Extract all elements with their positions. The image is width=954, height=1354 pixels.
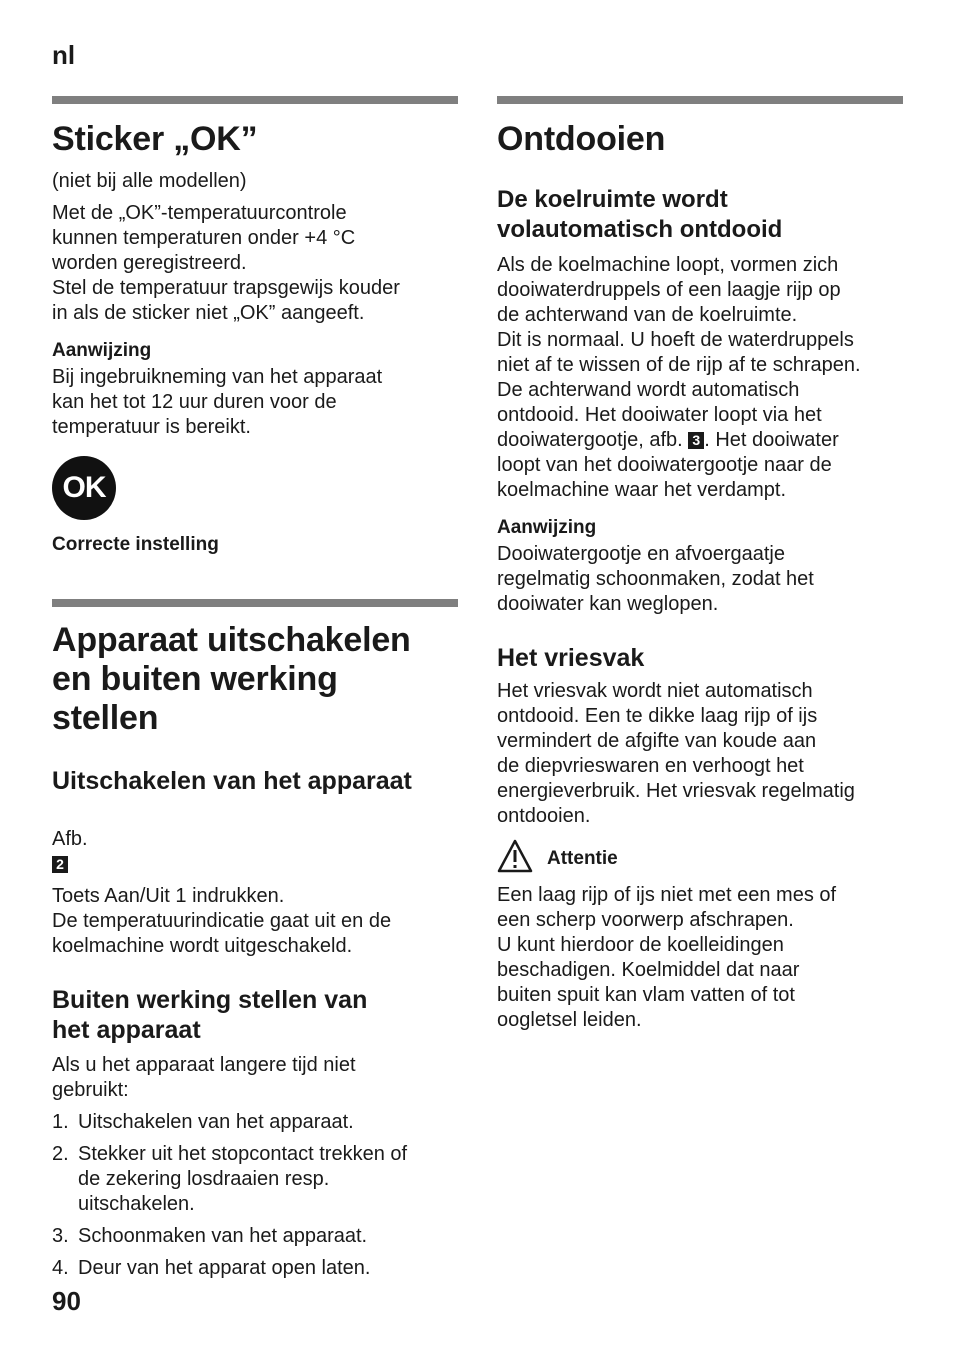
- warning-body: Een laag rijp of ijs niet met een mes of een scherp voorwerp afschrapen. U kunt hierdoor de koelleidingen beschadigen. Koelmiddel dat naar buiten spuit kan vlam vatten of tot oogletsel leiden.: [497, 884, 837, 1031]
- switch-off-body: Toets Aan/Uit 1 indrukken. De temperatuurindicatie gaat uit en de koelmachine wordt uitgeschakeld.: [52, 885, 392, 957]
- language-label: nl: [52, 40, 76, 70]
- fridge-defrost-body: Als de koelmachine loopt, vormen zich dooiwaterdruppels of een laagje rijp op de achterwand van de koelruimte. Dit is normaal. U hoeft de waterdruppels niet af te wissen of de rijp af te schrapen. De achterwand wordt automatisch ontdooid. Het dooiwater loopt via het dooiwatergootje, afb. 3 . Het dooiwater loopt van het dooiwatergootje naar de koelmachine waar het verdampt.: [497, 254, 861, 501]
- sticker-hint-body: Bij ingebruikneming van het apparaat kan het tot 12 uur duren voor de temperatuur is bereikt.: [52, 366, 383, 438]
- freezer-body: Het vriesvak wordt niet automatisch ontdooid. Een te dikke laag rijp of ijs vermindert de afgifte van koude aan de diepvrieswaren en verhoogt het energieverbruik. Het vriesvak regelmatig ontdooien.: [497, 680, 855, 827]
- out-of-service-heading: Buiten werking stellen van het apparaat: [52, 986, 368, 1044]
- list-item: 3. Schoonmaken van het apparaat.: [52, 1225, 368, 1247]
- section-rule: [52, 599, 458, 607]
- fig-label: Afb.: [52, 828, 88, 850]
- fig-reference: [52, 802, 458, 877]
- defrost-hint-body: Dooiwatergootje en afvoergaatje regelmatig schoonmaken, zodat het dooiwater kan weglopen.: [497, 543, 814, 615]
- freezer-heading: Het vriesvak: [497, 644, 645, 672]
- list-item: 4. Deur van het apparat open laten.: [52, 1257, 371, 1279]
- warning-header: [497, 839, 903, 873]
- fig-number-box: 2: [52, 856, 68, 873]
- fig-number-box: 3: [688, 432, 704, 449]
- section-rule: [52, 96, 458, 104]
- ok-sticker-icon: OK: [52, 456, 116, 520]
- sticker-hint-title: Aanwijzing: [52, 340, 152, 361]
- page-number: 90: [52, 1286, 81, 1316]
- defrost-hint-title: Aanwijzing: [497, 517, 597, 538]
- out-of-service-intro: Als u het apparaat langere tijd niet gebruikt:: [52, 1054, 356, 1101]
- sticker-note: (niet bij alle modellen): [52, 170, 247, 192]
- list-item: 2. Stekker uit het stopcontact trekken of de zekering losdraaien resp. uitschakelen.: [52, 1143, 408, 1215]
- switch-off-heading: Uitschakelen van het apparaat: [52, 767, 412, 795]
- steps-list: [52, 1110, 458, 1281]
- sticker-body: Met de „OK”-temperatuurcontrole kunnen temperaturen onder +4 °C worden geregistreerd. Stel de temperatuur trapsgewijs kouder in als de sticker niet „OK” aangeeft.: [52, 202, 400, 324]
- shutdown-title: Apparaat uitschakelen en buiten werking stellen: [52, 621, 411, 737]
- warning-title: Attentie: [547, 848, 618, 869]
- section-rule: [497, 96, 903, 104]
- left-column: [52, 96, 458, 1281]
- defrost-title: Ontdooien: [497, 120, 666, 158]
- sticker-title: Sticker „OK”: [52, 120, 258, 158]
- fridge-defrost-heading: De koelruimte wordt volautomatisch ontdooid: [497, 186, 783, 243]
- ok-caption: Correcte instelling: [52, 534, 219, 555]
- list-item: 1. Uitschakelen van het apparaat.: [52, 1111, 354, 1133]
- right-column: [497, 96, 903, 1033]
- warning-triangle-icon: [497, 839, 533, 873]
